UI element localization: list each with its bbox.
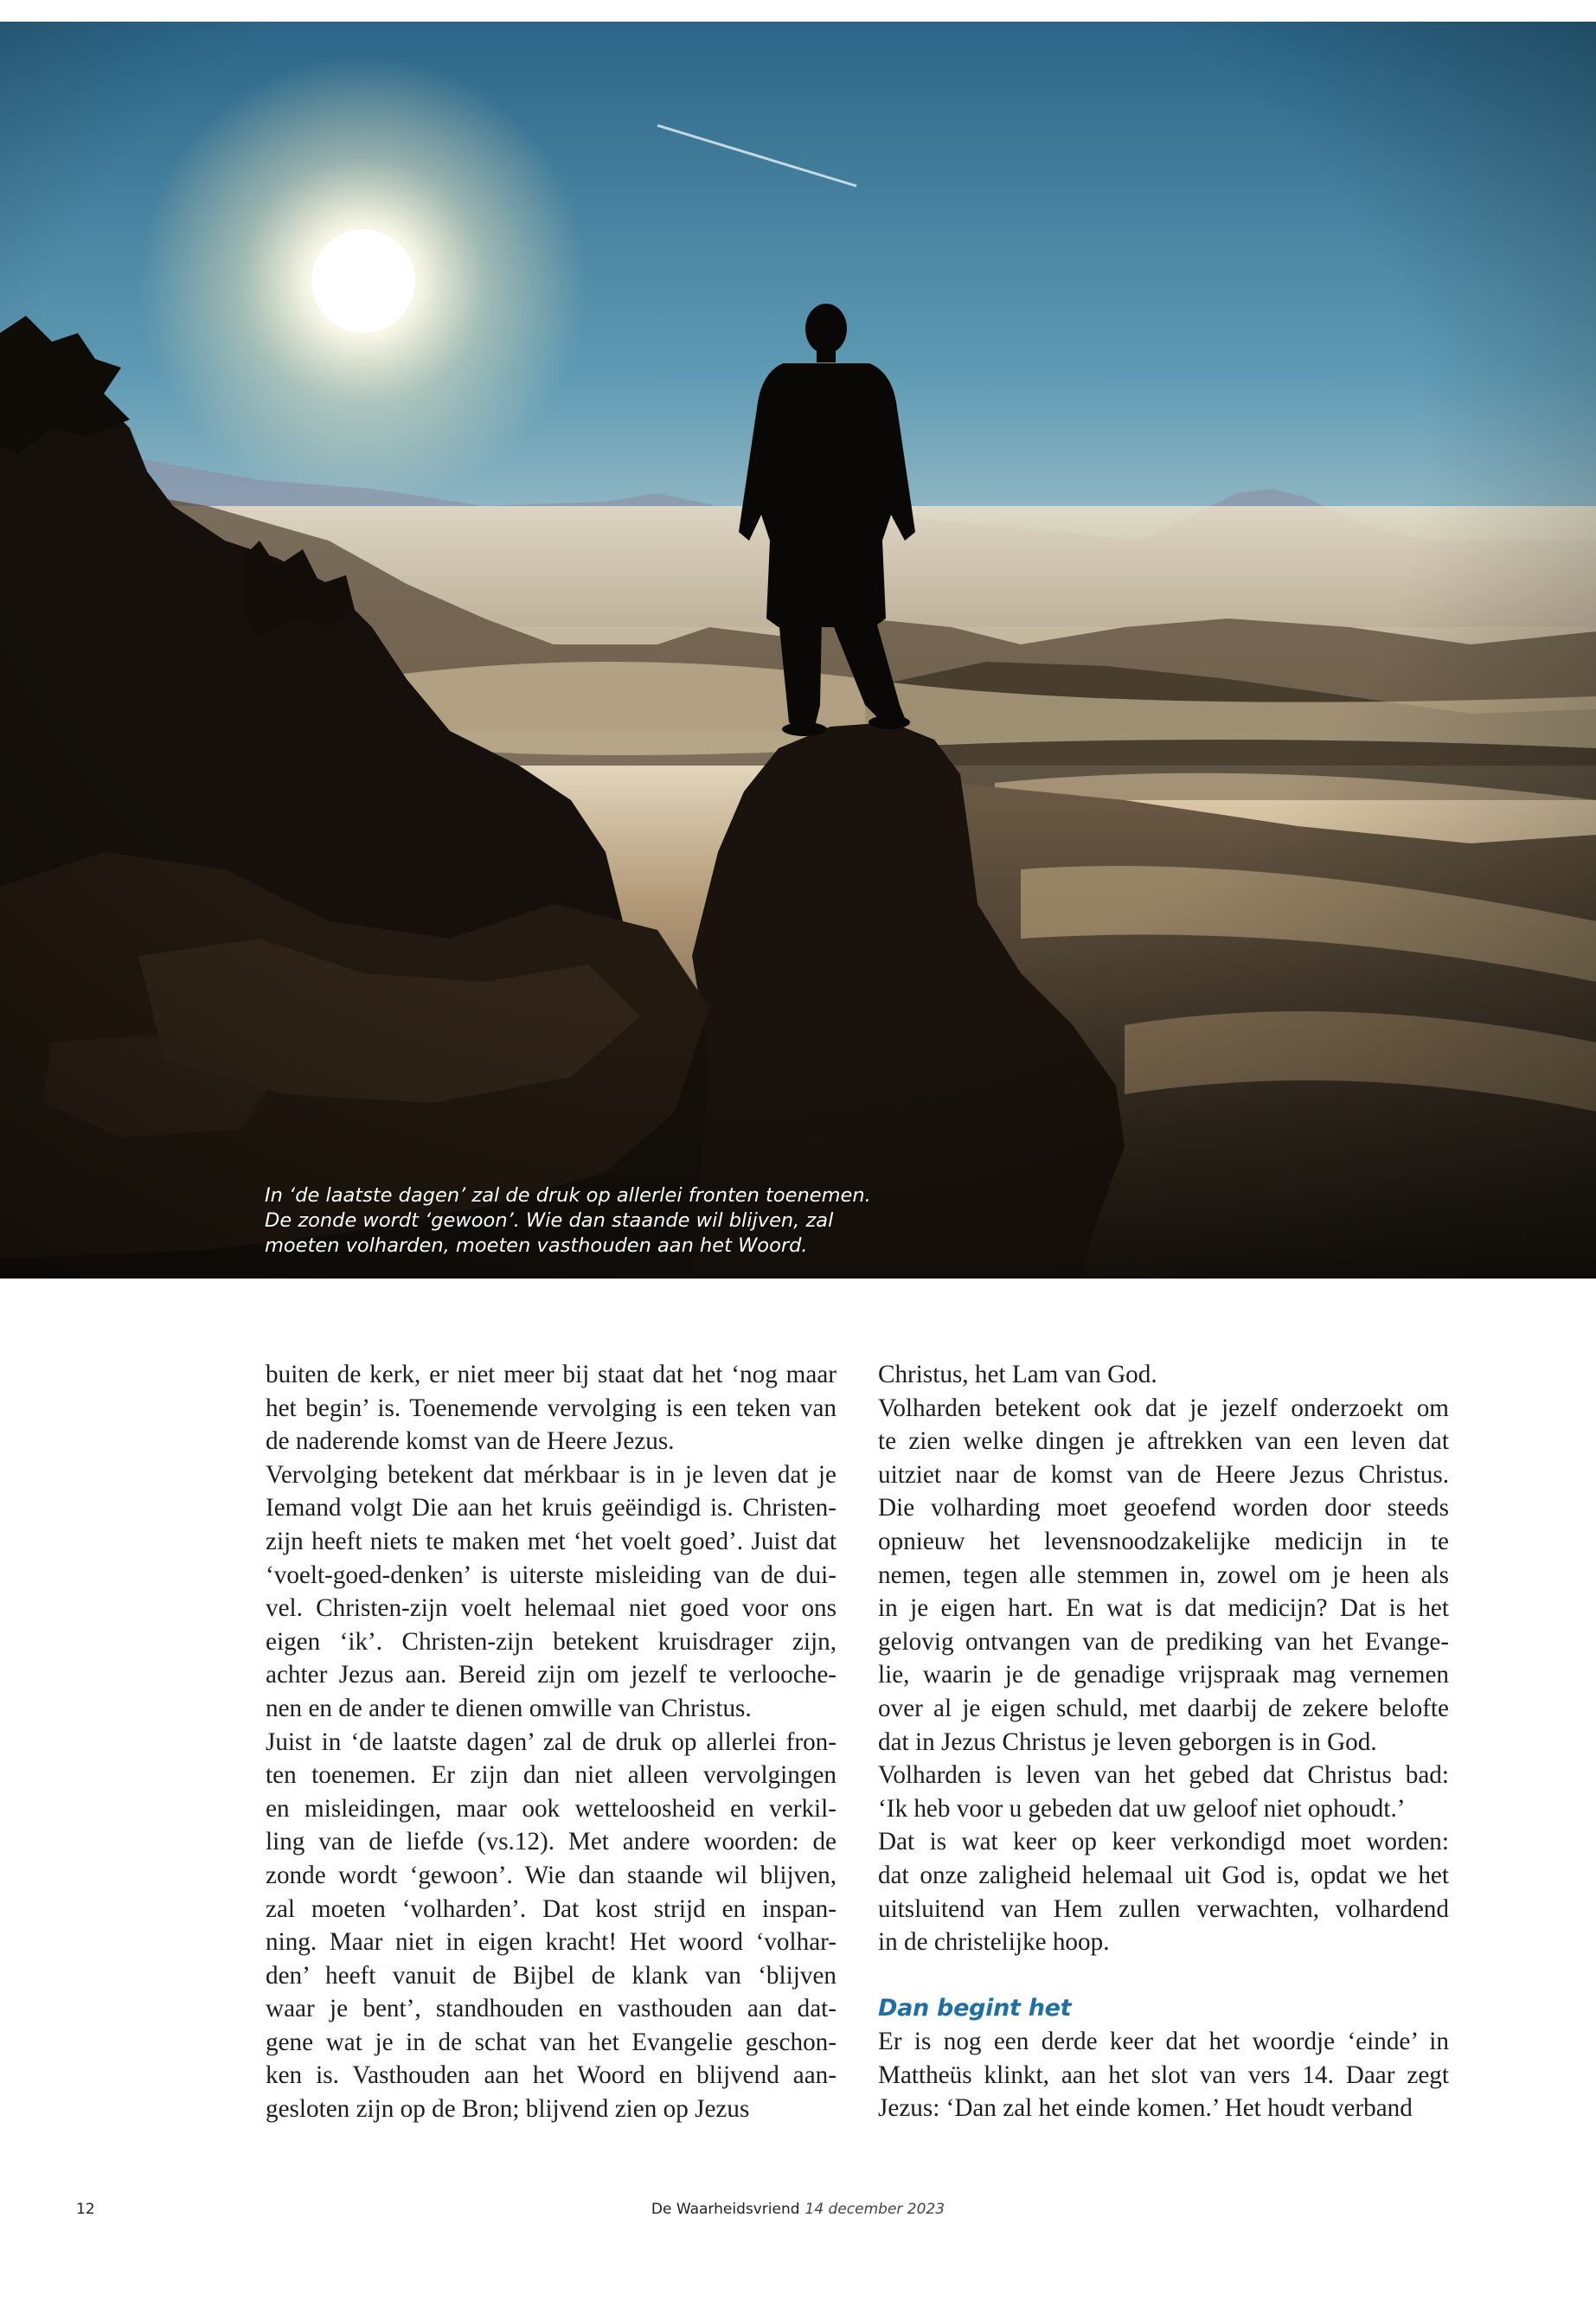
issue-date: 14 december 2023: [804, 2201, 945, 2218]
photo-caption: [265, 1183, 870, 1259]
text-line: zal moeten ‘volharden’. Dat kost strijd en inspan-: [266, 1894, 836, 1923]
text-line: gelovig ontvangen van de prediking van het Evange-: [878, 1627, 1449, 1656]
text-line: Er is nog een derde keer dat het woordje ‘einde’ in: [878, 2028, 1449, 2056]
text-line: in de christelijke hoop.: [878, 1928, 1110, 1957]
text-line: Die volharding moet geoefend worden door steeds: [878, 1494, 1449, 1522]
text-line: opnieuw het levensnoodzakelijke medicijn in te: [878, 1527, 1449, 1555]
text-line: vel. Christen-zijn voelt helemaal niet goed voor ons: [266, 1594, 836, 1623]
text-line: dat onze zaligheid helemaal uit God is, opdat we het: [878, 1861, 1449, 1889]
text-line: lie, waarin je de genadige vrijspraak mag vernemen: [878, 1661, 1449, 1689]
text-line: Mattheüs klinkt, aan het slot van vers 14. Daar zegt: [878, 2061, 1449, 2089]
text-line: ‘voelt-goed-denken’ is uiterste misleiding van de dui-: [266, 1561, 836, 1589]
text-line: waar je bent’, standhouden en vasthouden aan dat-: [266, 1995, 836, 2023]
text-line: Iemand volgt Die aan het kruis geëindigd is. Christen-: [266, 1494, 836, 1522]
text-line: het begin’ is. Toenemende vervolging is een teken van: [266, 1394, 836, 1422]
caption-line: De zonde wordt ‘gewoon’. Wie dan staande wil blijven, zal: [265, 1209, 834, 1232]
text-line: zijn heeft niets te maken met ‘het voelt goed’. Juist dat: [266, 1527, 836, 1555]
text-line: Vervolging betekent dat mérkbaar is in je leven dat je: [266, 1460, 836, 1489]
text-line: uitziet naar de komst van de Heere Jezus Christus.: [878, 1460, 1449, 1489]
section-subheading: Dan begint het: [878, 1994, 1072, 2022]
text-line: Volharden betekent ook dat je jezelf onderzoekt om: [878, 1394, 1449, 1422]
text-line: Volharden is leven van het gebed dat Christus bad:: [878, 1761, 1449, 1790]
text-line: ning. Maar niet in eigen kracht! Het woord ‘volhar-: [266, 1928, 836, 1957]
hero-photo: [0, 22, 1596, 1279]
text-line: nen en de ander te dienen omwille van Christus.: [266, 1694, 752, 1722]
page-number: 12: [76, 2201, 95, 2218]
text-line: Dat is wat keer op keer verkondigd moet worden:: [878, 1828, 1449, 1856]
text-line: ten toenemen. Er zijn dan niet alleen vervolgingen: [266, 1761, 836, 1790]
text-line: ling van de liefde (vs.12). Met andere woorden: de: [266, 1828, 836, 1856]
text-line: Juist in ‘de laatste dagen’ zal de druk op allerlei fron-: [266, 1727, 836, 1756]
text-line: nemen, tegen alle stemmen in, zowel om je heen als: [878, 1561, 1449, 1589]
text-line: achter Jezus aan. Bereid zijn om jezelf te verlooche-: [266, 1661, 836, 1689]
footer-publication: [0, 2201, 1596, 2218]
text-line: den’ heeft vanuit de Bijbel de klank van ‘blijven: [266, 1961, 836, 1990]
text-line: te zien welke dingen je aftrekken van een leven dat: [878, 1427, 1449, 1456]
text-line: uitsluitend van Hem zullen verwachten, volhardend: [878, 1894, 1449, 1923]
text-line: en misleidingen, maar ook wetteloosheid en verkil-: [266, 1794, 836, 1823]
text-line: Jezus: ‘Dan zal het einde komen.’ Het houdt verband: [878, 2094, 1413, 2123]
text-line: de naderende komst van de Heere Jezus.: [266, 1427, 675, 1456]
caption-line: In ‘de laatste dagen’ zal de druk op allerlei fronten toenemen.: [265, 1184, 871, 1207]
text-line: dat in Jezus Christus je leven geborgen is in God.: [878, 1727, 1377, 1756]
article-column-right: [878, 1358, 1449, 2125]
text-line: zonde wordt ‘gewoon’. Wie dan staande wil blijven,: [266, 1861, 836, 1889]
text-line: Christus, het Lam van God.: [878, 1361, 1157, 1388]
paragraph-gap: [878, 1959, 1449, 1992]
text-line: ‘Ik heb voor u gebeden dat uw geloof niet ophoudt.’: [878, 1794, 1406, 1823]
text-line: buiten de kerk, er niet meer bij staat dat het ‘nog maar: [266, 1361, 836, 1388]
text-line: gene wat je in de schat van het Evangelie geschon-: [266, 2028, 836, 2056]
magazine-name: De Waarheidsvriend: [651, 2201, 800, 2218]
landscape-illustration: [0, 22, 1596, 1279]
caption-line: moeten volharden, moeten vasthouden aan het Woord.: [265, 1234, 808, 1257]
article-column-left: [266, 1358, 836, 2126]
text-line: eigen ‘ik’. Christen-zijn betekent kruisdrager zijn,: [266, 1627, 836, 1656]
text-line: over al je eigen schuld, met daarbij de zekere belofte: [878, 1694, 1449, 1722]
text-line: gesloten zijn op de Bron; blijvend zien op Jezus: [266, 2095, 750, 2124]
text-line: ken is. Vasthouden aan het Woord en blijvend aan-: [266, 2061, 836, 2090]
text-line: in je eigen hart. En wat is dat medicijn? Dat is het: [878, 1594, 1449, 1623]
